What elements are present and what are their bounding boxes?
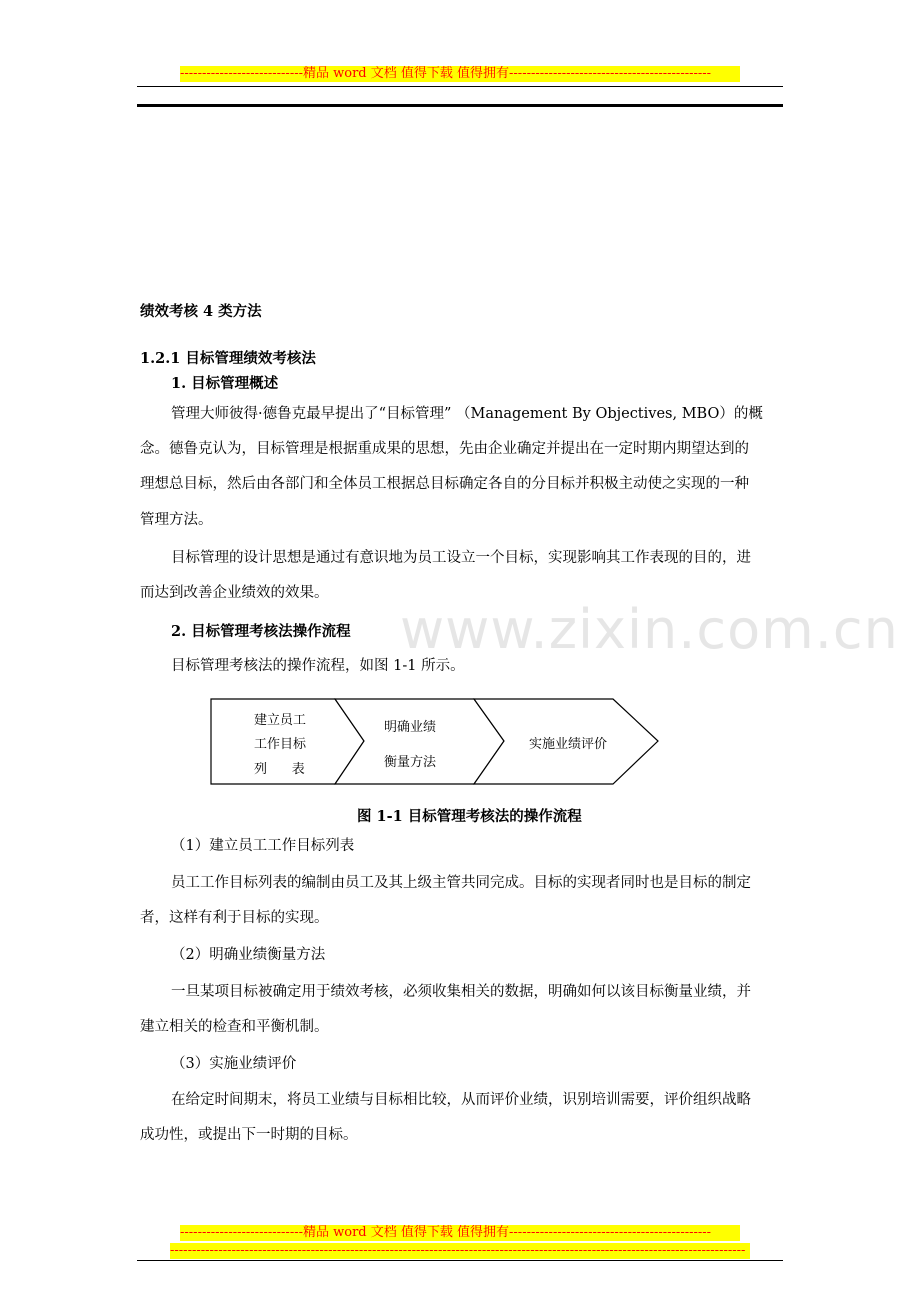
footer-banner-dashes: ----------------------------------------------------------------------------------------------------------------------------------- <box>170 1243 750 1259</box>
footer-banner: ----------------------------精品 word 文档 值得下载 值得拥有---------------------------------------------- <box>180 1225 740 1241</box>
paragraph-line: 理想总目标，然后由各部门和全体员工根据总目标确定各自的分目标并积极主动使之实现的一种 <box>140 476 749 492</box>
paragraph-line: 念。德鲁克认为，目标管理是根据重成果的思想，先由企业确定并提出在一定时期内期望达到的 <box>140 441 749 457</box>
step-heading-3: （3）实施业绩评价 <box>171 1056 297 1072</box>
section-heading: 1.2.1 目标管理绩效考核法 <box>140 350 316 367</box>
doc-title: 绩效考核 4 类方法 <box>140 303 262 320</box>
paragraph-line: 者，这样有利于目标的实现。 <box>140 910 329 926</box>
header-banner: ----------------------------精品 word 文档 值得下载 值得拥有---------------------------------------------- <box>180 66 740 82</box>
flow-step-2-label-line: 衡量方法 <box>384 755 437 770</box>
flow-step-2-label-line: 明确业绩 <box>384 720 437 735</box>
paragraph-line: 在给定时间期末，将员工业绩与目标相比较，从而评价业绩，识别培训需要，评价组织战略 <box>171 1092 751 1108</box>
step-heading-2: （2）明确业绩衡量方法 <box>171 947 326 963</box>
paragraph-line: 目标管理的设计思想是通过有意识地为员工设立一个目标，实现影响其工作表现的目的，进 <box>171 550 751 566</box>
flow-step-1-label-line: 列 表 <box>254 762 305 777</box>
paragraph-line: 建立相关的检查和平衡机制。 <box>140 1019 329 1035</box>
footer-rule <box>137 1260 783 1261</box>
watermark: www.zixin.com.cn <box>400 598 899 661</box>
figure-caption: 图 1-1 目标管理考核法的操作流程 <box>357 808 582 825</box>
paragraph-line: 成功性，或提出下一时期的目标。 <box>140 1127 358 1143</box>
flow-step-1-label-line: 工作目标 <box>254 737 307 752</box>
subheading-overview: 1. 目标管理概述 <box>171 375 279 392</box>
paragraph-line: 员工工作目标列表的编制由员工及其上级主管共同完成。目标的实现者同时也是目标的制定 <box>171 875 751 891</box>
paragraph-line: 而达到改善企业绩效的效果。 <box>140 585 329 601</box>
subheading-process: 2. 目标管理考核法操作流程 <box>171 623 351 640</box>
header-rule-thin <box>137 86 783 87</box>
flow-step-3-label: 实施业绩评价 <box>529 737 608 752</box>
paragraph-line: 目标管理考核法的操作流程，如图 1-1 所示。 <box>171 658 465 674</box>
step-heading-1: （1）建立员工工作目标列表 <box>171 838 355 854</box>
process-flow-diagram <box>210 696 662 792</box>
paragraph-line: 一旦某项目标被确定用于绩效考核，必须收集相关的数据，明确如何以该目标衡量业绩，并 <box>171 984 751 1000</box>
paragraph-line: 管理大师彼得·德鲁克最早提出了“目标管理” （Management By Objectives, MBO）的概 <box>171 406 763 422</box>
flow-step-1-label-line: 建立员工 <box>254 713 307 728</box>
header-rule-thick <box>137 104 783 107</box>
paragraph-line: 管理方法。 <box>140 512 213 528</box>
